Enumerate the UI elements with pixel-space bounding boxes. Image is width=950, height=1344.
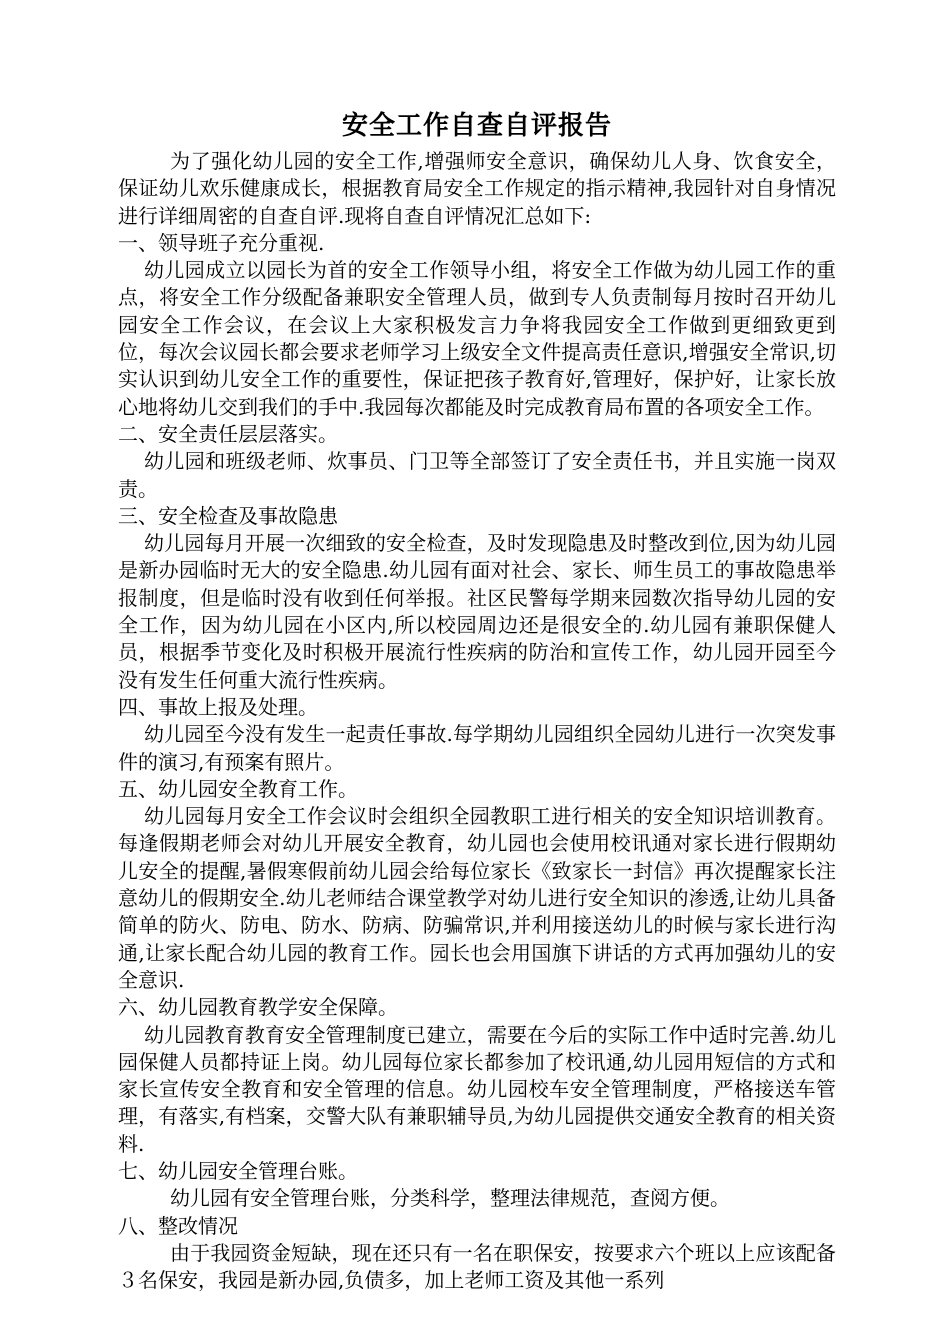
section-heading-3: 三、安全检查及事故隐患 bbox=[118, 503, 338, 528]
section-body-5: 幼儿园每月安全工作会议时会组织全园教职工进行相关的安全知识培训教育。每逢假期老师会对幼儿开展安全教育，幼儿园也会使用校讯通对家长进行假期幼儿安全的提醒,暑假寒假前幼儿园会给每位家长《致家长一封信》再次提醒家长注意幼儿的假期安全.幼儿老师结合课堂教学对幼儿进行安全知识的渗透,让幼儿具备简单的防火、防电、防水、防病、防骗常识,并利用接送幼儿的时候与家长进行沟通,让家长配合幼儿园的教育工作。园长也会用国旗下讲话的方式再加强幼儿的安全意识. bbox=[118, 804, 836, 992]
document-page bbox=[118, 108, 836, 1294]
section-body-4: 幼儿园至今没有发生一起责任事故.每学期幼儿园组织全园幼儿进行一次突发事件的演习,有预案有照片。 bbox=[118, 722, 836, 774]
section-body-2: 幼儿园和班级老师、炊事员、门卫等全部签订了安全责任书，并且实施一岗双责。 bbox=[118, 449, 836, 501]
section-body-3: 幼儿园每月开展一次细致的安全检查，及时发现隐患及时整改到位,因为幼儿园是新办园临时无大的安全隐患.幼儿园有面对社会、家长、师生员工的事故隐患举报制度，但是临时没有收到任何举报。社区民警每学期来园数次指导幼儿园的安全工作，因为幼儿园在小区内,所以校园周边还是很安全的.幼儿园有兼职保健人员，根据季节变化及时积极开展流行性疾病的防治和宣传工作，幼儿园开园至今没有发生任何重大流行性疾病。 bbox=[118, 531, 836, 692]
section-body-6: 幼儿园教育教育安全管理制度已建立，需要在今后的实际工作中适时完善.幼儿园保健人员都持证上岗。幼儿园每位家长都参加了校讯通,幼儿园用短信的方式和家长宣传安全教育和安全管理的信息。幼儿园校车安全管理制度，严格接送车管理，有落实,有档案，交警大队有兼职辅导员,为幼儿园提供交通安全教育的相关资料. bbox=[118, 1022, 836, 1156]
section-heading-6: 六、幼儿园教育教学安全保障。 bbox=[118, 995, 398, 1020]
document-title: 安全工作自查自评报告 bbox=[341, 111, 612, 141]
section-body-7: 幼儿园有安全管理台账，分类科学，整理法律规范，查阅方便。 bbox=[170, 1186, 730, 1211]
section-heading-1: 一、领导班子充分重视. bbox=[118, 230, 325, 255]
section-heading-8: 八、整改情况 bbox=[118, 1213, 238, 1238]
section-body-8: 由于我园资金短缺，现在还只有一名在职保安，按要求六个班以上应该配备３名保安，我园是新办园,负债多，加上老师工资及其他一系列 bbox=[118, 1240, 836, 1293]
intro-paragraph: 为了强化幼儿园的安全工作,增强师安全意识，确保幼儿人身、饮食安全，保证幼儿欢乐健康成长，根据教育局安全工作规定的指示精神,我园针对自身情况进行详细周密的自查自评.现将自查自评情况汇总如下: bbox=[118, 149, 836, 228]
section-heading-5: 五、幼儿园安全教育工作。 bbox=[118, 776, 358, 801]
document-body bbox=[118, 148, 836, 1294]
section-heading-2: 二、安全责任层层落实。 bbox=[118, 421, 338, 446]
section-body-1: 幼儿园成立以园长为首的安全工作领导小组，将安全工作做为幼儿园工作的重点，将安全工作分级配备兼职安全管理人员，做到专人负责制每月按时召开幼儿园安全工作会议，在会议上大家积极发言力争将我园安全工作做到更细致更到位，每次会议园长都会要求老师学习上级安全文件提高责任意识,增强安全常识,切实认识到幼儿安全工作的重要性，保证把孩子教育好,管理好，保护好，让家长放心地将幼儿交到我们的手中.我园每次都能及时完成教育局布置的各项安全工作。 bbox=[118, 258, 836, 419]
section-heading-7: 七、幼儿园安全管理台账。 bbox=[118, 1158, 358, 1183]
section-heading-4: 四、事故上报及处理。 bbox=[118, 694, 318, 719]
